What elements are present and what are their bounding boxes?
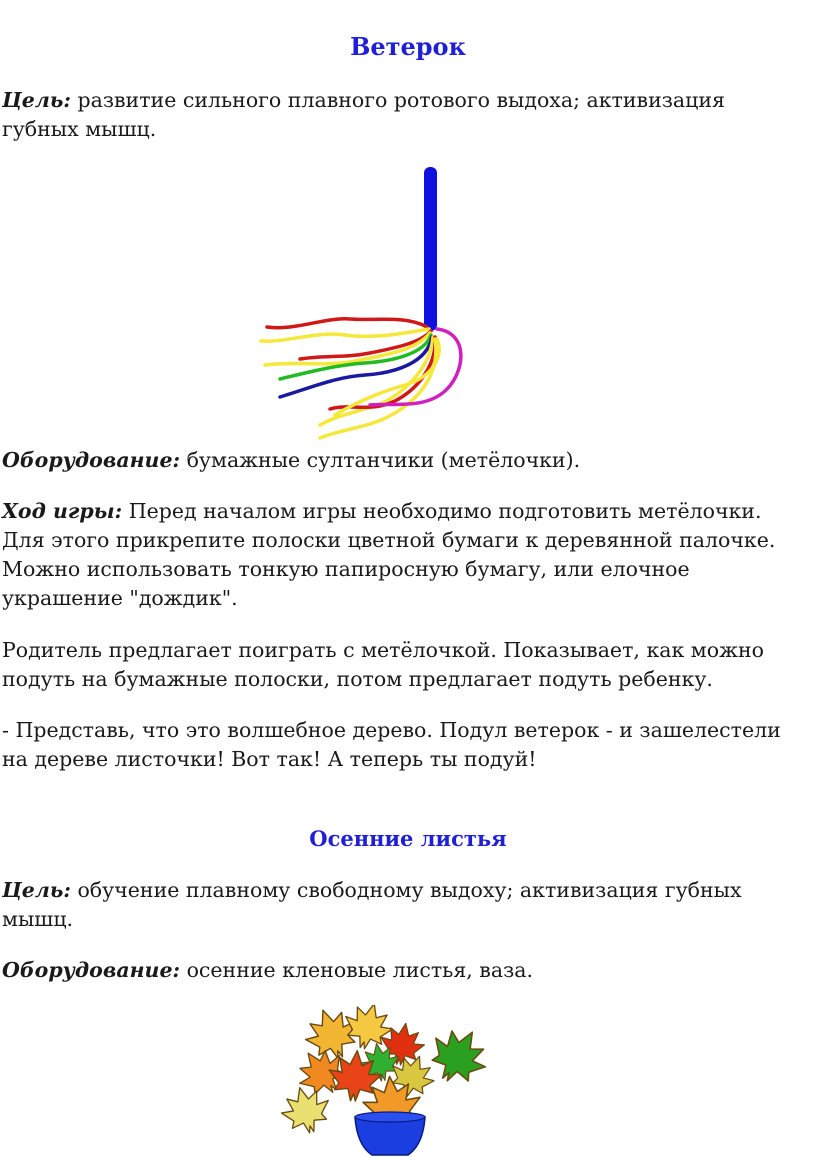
goal-paragraph-veterok — [2, 86, 802, 144]
strip-red-1 — [267, 319, 427, 328]
goal-paragraph-autumn — [2, 876, 802, 934]
process-text: Перед началом игры необходимо подготовить метёлочки. Для этого прикрепите полоски цветной бумаги к деревянной палочке. Можно использовать тонкую папиросную бумагу, или елочное украшение "дождик". — [2, 499, 776, 610]
strip-yellow-1 — [261, 329, 429, 341]
paragraph-dialogue: - Представь, что это волшебное дерево. Подул ветерок - и зашелестели на дереве листочки! Вот так! А теперь ты подуй! — [2, 718, 781, 771]
whisk-stick — [424, 167, 437, 331]
leaf-pale-left — [280, 1081, 335, 1138]
vase — [355, 1117, 425, 1155]
section-title-veterok: Ветерок — [350, 32, 466, 61]
strip-yellow-4 — [320, 339, 436, 438]
equipment-label: Оборудование: — [2, 958, 181, 982]
paragraph-parent: Родитель предлагает поиграть с метёлочкой. Показывает, как можно подуть на бумажные полоски, потом предлагает подуть ребенку. — [2, 638, 764, 691]
goal-text: обучение плавному свободному выдоху; активизация губных мышц. — [2, 878, 742, 931]
section-title-autumn-leaves: Осенние листья — [309, 826, 507, 851]
equipment-text: осенние кленовые листья, ваза. — [180, 958, 533, 982]
goal-text: развитие сильного плавного ротового выдоха; активизация губных мышц. — [2, 88, 725, 141]
equipment-paragraph-veterok — [2, 446, 802, 475]
goal-label: Цель: — [2, 878, 71, 902]
equipment-label: Оборудование: — [2, 448, 181, 472]
equipment-text: бумажные султанчики (метёлочки). — [180, 448, 581, 472]
equipment-paragraph-autumn — [2, 956, 802, 985]
vase-rim — [355, 1112, 425, 1122]
process-label: Ход игры: — [2, 499, 123, 523]
whisk-illustration — [255, 163, 465, 448]
maple-leaves-vase-illustration — [280, 1005, 490, 1157]
goal-label: Цель: — [2, 88, 71, 112]
process-paragraph — [2, 497, 802, 613]
